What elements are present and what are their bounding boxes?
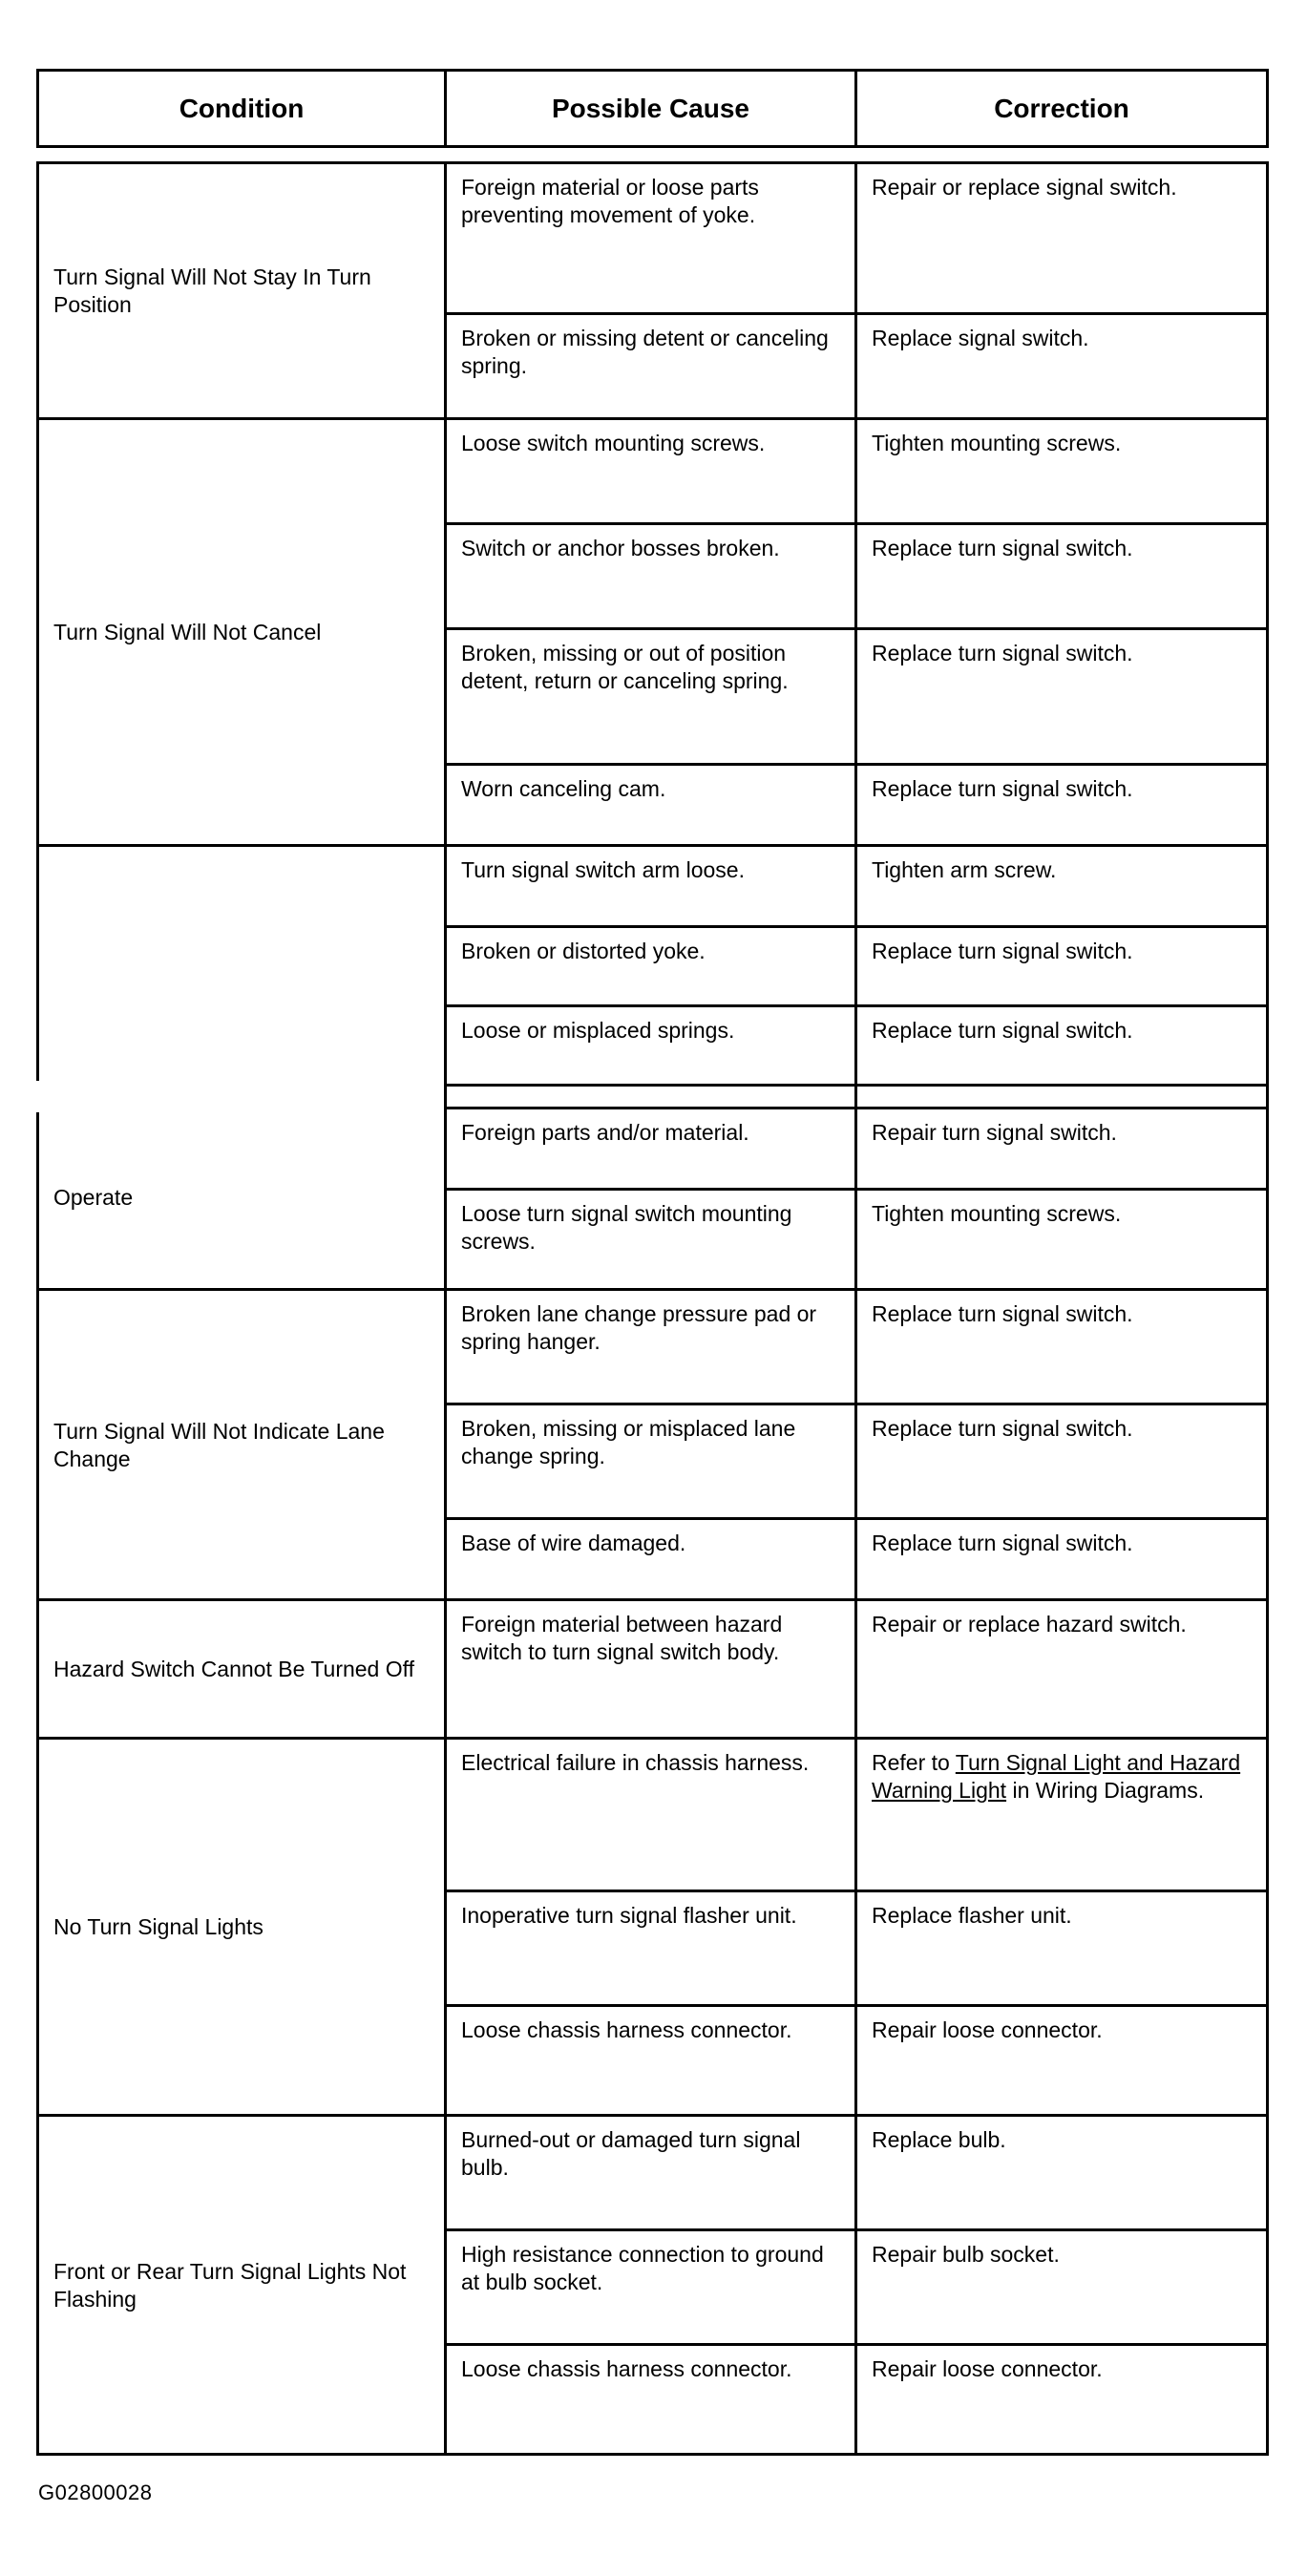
table-row xyxy=(38,1290,1268,1404)
cause-cell: Burned-out or damaged turn signal bulb. xyxy=(446,2116,856,2230)
cause-cell: Loose turn signal switch mounting screws. xyxy=(446,1190,856,1290)
correction-cell: Replace turn signal switch. xyxy=(856,524,1268,629)
cause-cell: Broken or missing detent or canceling spring. xyxy=(446,314,856,419)
header-row xyxy=(38,71,1268,147)
correction-cell: Replace bulb. xyxy=(856,2116,1268,2230)
cause-cell: Turn signal switch arm loose. xyxy=(446,846,856,927)
correction-cell: Repair loose connector. xyxy=(856,2345,1268,2455)
cause-cell: Broken lane change pressure pad or spring hanger. xyxy=(446,1290,856,1404)
condition-cell: Operate xyxy=(38,846,446,1290)
cause-cell: High resistance connection to ground at bulb socket. xyxy=(446,2230,856,2345)
table-row xyxy=(38,846,1268,927)
figure-id: G02800028 xyxy=(38,2481,153,2504)
condition-cell: Turn Signal Will Not Indicate Lane Change xyxy=(38,1290,446,1600)
correction-cell: Replace flasher unit. xyxy=(856,1891,1268,2006)
cause-cell: Worn canceling cam. xyxy=(446,765,856,846)
table-body xyxy=(38,163,1268,2455)
diagnosis-table-header xyxy=(36,69,1269,148)
correction-cell: Replace signal switch. xyxy=(856,314,1268,419)
condition-cell: Hazard Switch Cannot Be Turned Off xyxy=(38,1600,446,1739)
correction-cell: Replace turn signal switch. xyxy=(856,1404,1268,1519)
cause-cell: Broken or distorted yoke. xyxy=(446,927,856,1006)
cause-cell: Foreign material between hazard switch to turn signal switch body. xyxy=(446,1600,856,1739)
correction-cell: Repair or replace signal switch. xyxy=(856,163,1268,314)
page-break-cell xyxy=(446,1086,856,1109)
correction-cell: Tighten mounting screws. xyxy=(856,1190,1268,1290)
condition-cell: No Turn Signal Lights xyxy=(38,1739,446,2116)
correction-cell: Repair turn signal switch. xyxy=(856,1109,1268,1190)
table-row xyxy=(38,1739,1268,1891)
correction-cell: Replace turn signal switch. xyxy=(856,765,1268,846)
table-row xyxy=(38,419,1268,524)
cause-cell: Foreign parts and/or material. xyxy=(446,1109,856,1190)
header-condition: Condition xyxy=(38,71,446,147)
correction-cell: Refer to Turn Signal Light and Hazard Warning Light in Wiring Diagrams. xyxy=(856,1739,1268,1891)
wiring-diagrams-link[interactable]: Turn Signal Light and Hazard Warning Light xyxy=(872,1750,1241,1803)
correction-cell: Repair loose connector. xyxy=(856,2006,1268,2116)
correction-cell: Replace turn signal switch. xyxy=(856,1006,1268,1086)
cause-cell: Loose switch mounting screws. xyxy=(446,419,856,524)
cause-cell: Loose chassis harness connector. xyxy=(446,2345,856,2455)
cause-cell: Broken, missing or misplaced lane change spring. xyxy=(446,1404,856,1519)
table-row xyxy=(38,163,1268,314)
cause-cell: Foreign material or loose parts preventing movement of yoke. xyxy=(446,163,856,314)
table-row xyxy=(38,1600,1268,1739)
correction-cell: Replace turn signal switch. xyxy=(856,629,1268,765)
header-possible-cause: Possible Cause xyxy=(446,71,856,147)
condition-cell: Turn Signal Will Not Cancel xyxy=(38,419,446,846)
cause-cell: Base of wire damaged. xyxy=(446,1519,856,1600)
cause-cell: Loose or misplaced springs. xyxy=(446,1006,856,1086)
page-break-cell xyxy=(856,1086,1268,1109)
cause-cell: Loose chassis harness connector. xyxy=(446,2006,856,2116)
correction-cell: Tighten arm screw. xyxy=(856,846,1268,927)
correction-cell: Tighten mounting screws. xyxy=(856,419,1268,524)
correction-cell: Replace turn signal switch. xyxy=(856,1519,1268,1600)
condition-cell: Front or Rear Turn Signal Lights Not Flashing xyxy=(38,2116,446,2455)
diagnosis-table xyxy=(36,161,1269,2456)
cause-cell: Inoperative turn signal flasher unit. xyxy=(446,1891,856,2006)
correction-cell: Replace turn signal switch. xyxy=(856,1290,1268,1404)
cause-cell: Switch or anchor bosses broken. xyxy=(446,524,856,629)
correction-cell: Repair or replace hazard switch. xyxy=(856,1600,1268,1739)
header-correction: Correction xyxy=(856,71,1268,147)
condition-cell: Turn Signal Will Not Stay In Turn Position xyxy=(38,163,446,419)
cause-cell: Electrical failure in chassis harness. xyxy=(446,1739,856,1891)
correction-cell: Replace turn signal switch. xyxy=(856,927,1268,1006)
correction-cell: Repair bulb socket. xyxy=(856,2230,1268,2345)
table-row xyxy=(38,2116,1268,2230)
cause-cell: Broken, missing or out of position detent, return or canceling spring. xyxy=(446,629,856,765)
